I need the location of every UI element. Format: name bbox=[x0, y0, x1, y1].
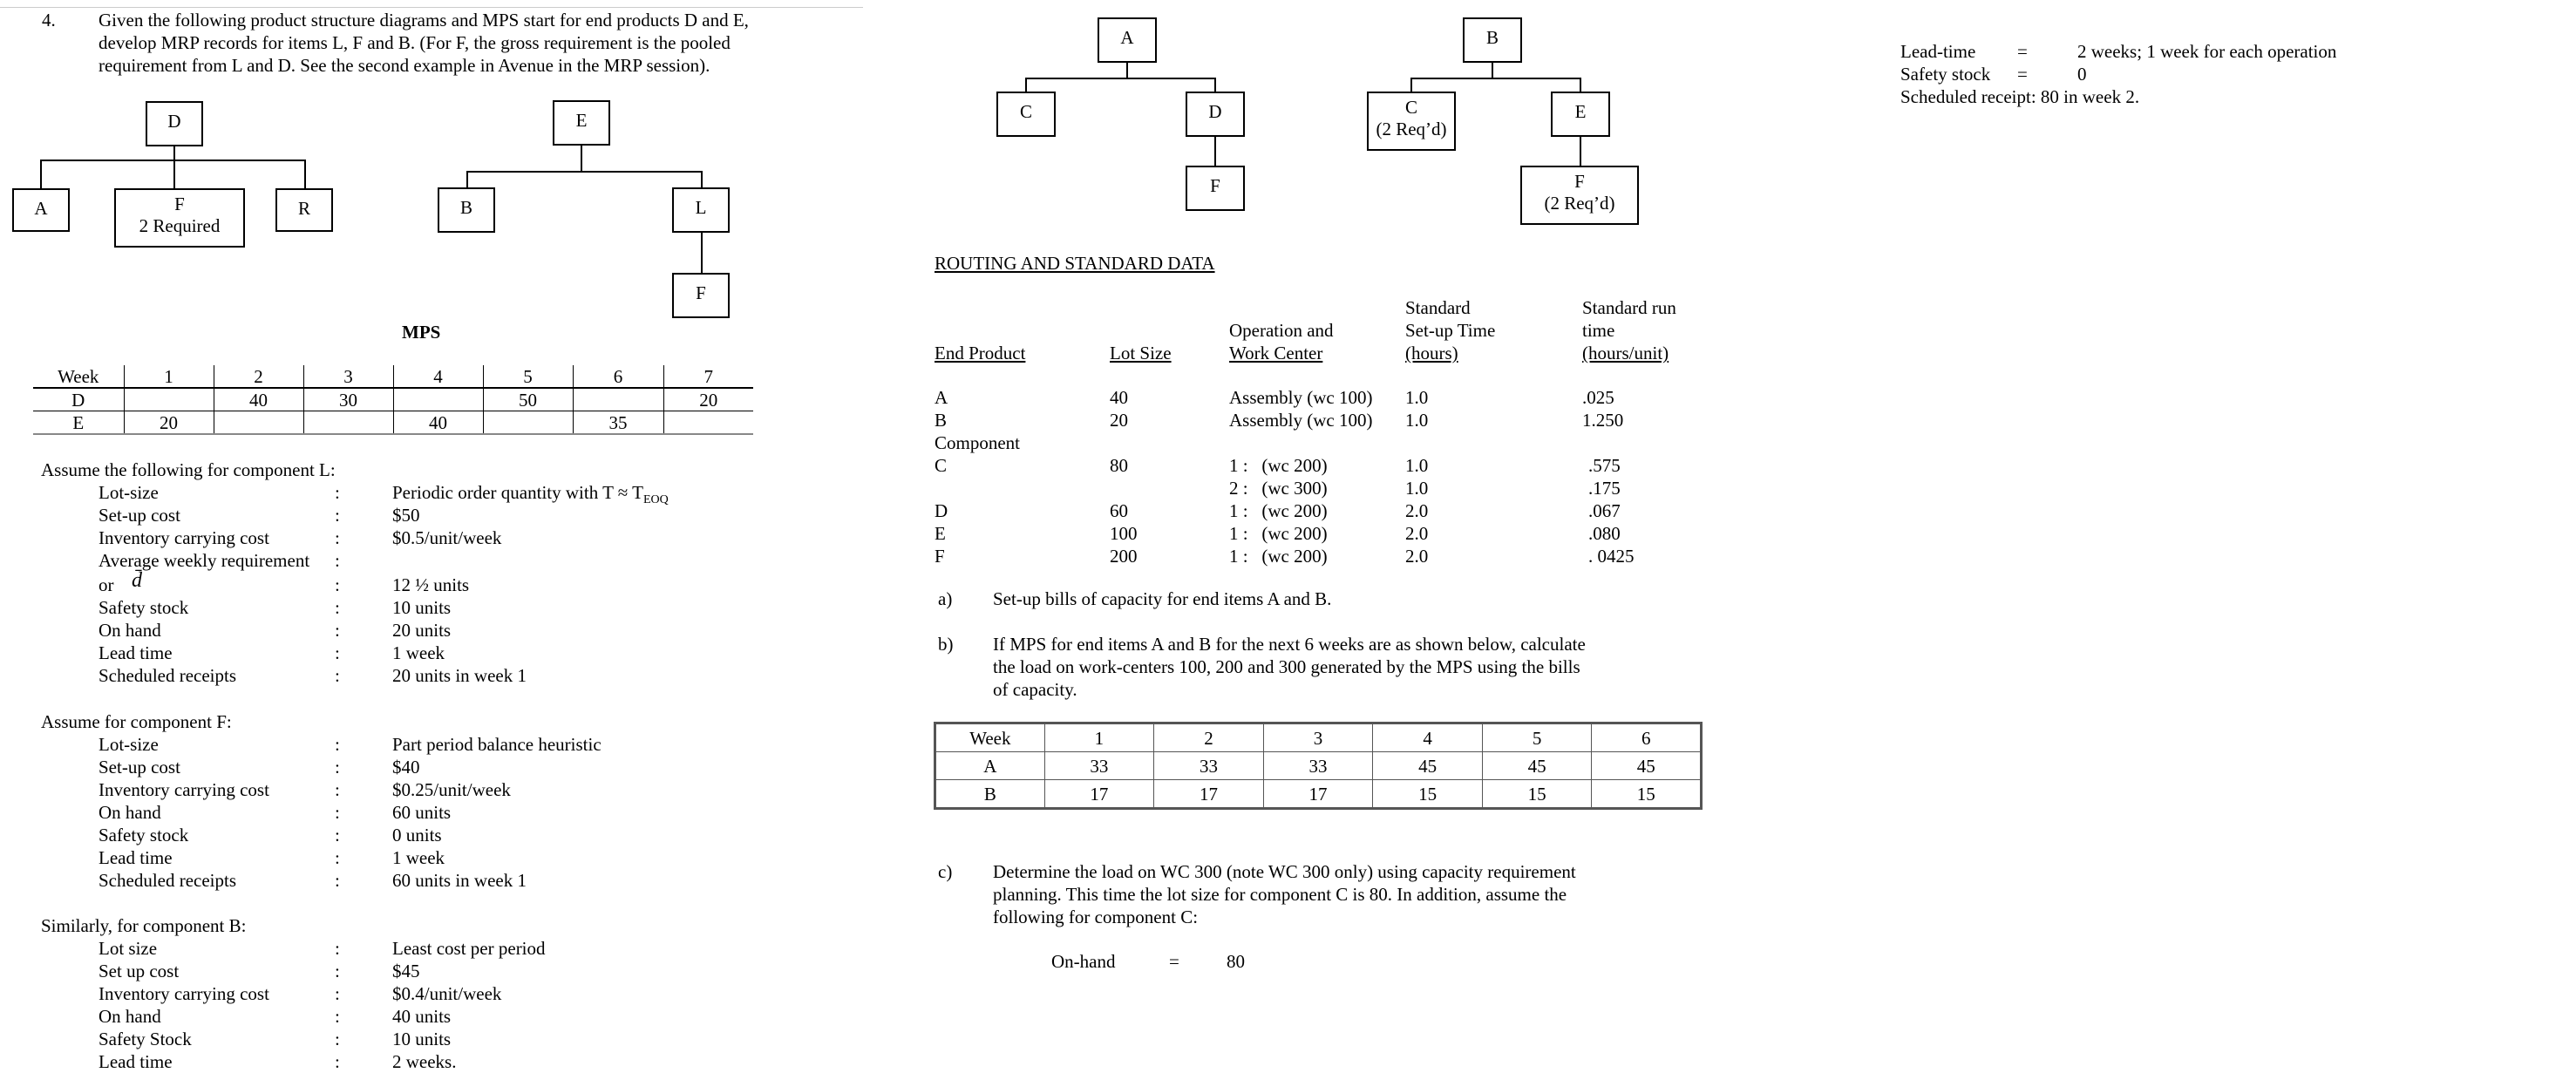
safety-eq: = bbox=[2017, 64, 2028, 85]
node-e-child: E bbox=[1551, 92, 1610, 137]
mps-title: MPS bbox=[402, 322, 441, 343]
col-header-setup: Set-up Time bbox=[1405, 320, 1496, 341]
param-label: Lead time bbox=[99, 642, 173, 663]
param-label: On hand bbox=[99, 620, 161, 641]
param-label: On hand bbox=[99, 802, 161, 823]
mps-cell: 3 bbox=[303, 365, 393, 388]
routing-run: .080 bbox=[1588, 523, 1621, 544]
param-value: 12 ½ units bbox=[392, 574, 470, 595]
mps-ab-cell: 2 bbox=[1154, 723, 1264, 752]
mps-cell: E bbox=[33, 411, 124, 435]
col-header-end-product: End Product bbox=[935, 343, 1026, 363]
mps-ab-cell: 33 bbox=[1263, 752, 1373, 780]
param-label: Lead time bbox=[99, 1051, 173, 1072]
param-value: 20 units bbox=[392, 620, 452, 641]
mps-cell: 20 bbox=[124, 411, 214, 435]
mps-ab-cell: 33 bbox=[1044, 752, 1154, 780]
mps-ab-cell: 17 bbox=[1044, 780, 1154, 809]
part-c-line: following for component C: bbox=[993, 907, 1199, 927]
node-f-child: F bbox=[1186, 166, 1245, 211]
routing-setup: 1.0 bbox=[1405, 455, 1429, 476]
question-line: requirement from L and D. See the second example in Avenue in the MRP session). bbox=[99, 55, 710, 76]
tree-edge bbox=[40, 160, 42, 189]
node-f-2-reqd bbox=[1520, 166, 1639, 225]
routing-op: 1 : (wc 200) bbox=[1229, 546, 1328, 567]
mps-cell bbox=[393, 388, 483, 411]
mps-cell: 40 bbox=[214, 388, 303, 411]
tree-edge bbox=[1410, 78, 1412, 92]
mps-ab-header-row bbox=[935, 723, 1702, 752]
node-d-child: D bbox=[1186, 92, 1245, 137]
component-b-heading: Similarly, for component B: bbox=[41, 915, 247, 936]
colon: : bbox=[335, 825, 340, 845]
param-value: $45 bbox=[392, 961, 420, 981]
colon: : bbox=[335, 620, 340, 641]
routing-run: .175 bbox=[1588, 478, 1621, 499]
mps-cell: 40 bbox=[393, 411, 483, 435]
param-label: Lot-size bbox=[99, 482, 159, 503]
colon: : bbox=[335, 597, 340, 618]
param-value: Least cost per period bbox=[392, 938, 546, 959]
colon: : bbox=[335, 847, 340, 868]
routing-op: 1 : (wc 200) bbox=[1229, 523, 1328, 544]
param-value: Periodic order quantity with $T \approx T_{EOQ}$ bbox=[392, 482, 669, 507]
tree-edge bbox=[581, 146, 582, 172]
param-value: 10 units bbox=[392, 597, 452, 618]
colon: : bbox=[335, 938, 340, 959]
onhand-value: 80 bbox=[1227, 951, 1245, 972]
mps-cell: 2 bbox=[214, 365, 303, 388]
mps-ab-cell: 6 bbox=[1592, 723, 1702, 752]
mps-ab-cell: 17 bbox=[1154, 780, 1264, 809]
mps-cell: 6 bbox=[573, 365, 663, 388]
routing-item: E bbox=[935, 523, 946, 544]
scheduled-receipt: Scheduled receipt: 80 in week 2. bbox=[1900, 86, 2140, 107]
mps-ab-cell: 33 bbox=[1154, 752, 1264, 780]
mps-ab-cell: 3 bbox=[1263, 723, 1373, 752]
param-label: Scheduled receipts bbox=[99, 870, 237, 891]
colon: : bbox=[335, 505, 340, 526]
routing-run: 1.250 bbox=[1582, 410, 1624, 431]
routing-setup: 2.0 bbox=[1405, 546, 1429, 567]
node-r: R bbox=[275, 188, 333, 232]
routing-run: .575 bbox=[1588, 455, 1621, 476]
node-a: A bbox=[12, 188, 70, 232]
param-label: Inventory carrying cost bbox=[99, 779, 269, 800]
colon: : bbox=[335, 665, 340, 686]
param-label: Scheduled receipts bbox=[99, 665, 237, 686]
tree-edge bbox=[304, 160, 306, 189]
param-label: Lead time bbox=[99, 847, 173, 868]
param-label: Lot size bbox=[99, 938, 158, 959]
colon: : bbox=[335, 527, 340, 548]
param-label: Set-up cost bbox=[99, 757, 180, 778]
node-l: L bbox=[672, 187, 730, 233]
mps-cell bbox=[663, 411, 753, 435]
mps-cell: 50 bbox=[483, 388, 573, 411]
part-a-label: a) bbox=[938, 588, 953, 609]
tree-edge bbox=[1025, 78, 1027, 92]
colon: : bbox=[335, 482, 340, 503]
colon: : bbox=[335, 642, 340, 663]
onhand-eq: = bbox=[1169, 951, 1179, 972]
mps-cell: 35 bbox=[573, 411, 663, 435]
param-value: 60 units bbox=[392, 802, 452, 823]
mps-cell: Week bbox=[33, 365, 124, 388]
node-f-qty: (2 Req’d) bbox=[1544, 193, 1615, 214]
onhand-label: On-hand bbox=[1051, 951, 1116, 972]
param-label: Safety stock bbox=[99, 597, 189, 618]
mps-table bbox=[33, 365, 753, 435]
param-value: 40 units bbox=[392, 1006, 452, 1027]
param-label: or bbox=[99, 574, 114, 595]
part-a-text: Set-up bills of capacity for end items A and B. bbox=[993, 588, 1332, 609]
routing-op: 2 : (wc 300) bbox=[1229, 478, 1328, 499]
colon: : bbox=[335, 1029, 340, 1049]
mps-ab-row-a bbox=[935, 752, 1702, 780]
param-label: Safety Stock bbox=[99, 1029, 192, 1049]
component-f-heading: Assume for component F: bbox=[41, 711, 232, 732]
question-line: develop MRP records for items L, F and B. (For F, the gross requirement is the pooled bbox=[99, 32, 731, 53]
mps-ab-cell: 1 bbox=[1044, 723, 1154, 752]
param-value: $50 bbox=[392, 505, 420, 526]
mps-ab-cell: 45 bbox=[1373, 752, 1483, 780]
mps-row-d bbox=[33, 388, 753, 411]
tree-edge bbox=[466, 171, 468, 188]
tree-edge bbox=[173, 160, 175, 189]
tree-edge bbox=[1410, 78, 1581, 79]
routing-lot: 40 bbox=[1110, 387, 1128, 408]
mps-cell bbox=[573, 388, 663, 411]
mps-ab-cell: 15 bbox=[1592, 780, 1702, 809]
colon: : bbox=[335, 757, 340, 778]
tree-edge bbox=[466, 171, 703, 173]
colon: : bbox=[335, 802, 340, 823]
node-a-root: A bbox=[1098, 17, 1157, 63]
routing-op: Assembly (wc 100) bbox=[1229, 410, 1373, 431]
leadtime-eq: = bbox=[2017, 41, 2028, 62]
node-f: F bbox=[672, 273, 730, 318]
tree-edge bbox=[701, 233, 703, 274]
routing-item: F bbox=[935, 546, 945, 567]
param-value: 1 week bbox=[392, 642, 445, 663]
col-header-lot-size: Lot Size bbox=[1110, 343, 1172, 363]
tree-edge bbox=[1492, 63, 1493, 78]
routing-setup: 1.0 bbox=[1405, 387, 1429, 408]
mps-cell bbox=[483, 411, 573, 435]
colon: : bbox=[335, 1006, 340, 1027]
routing-setup: 1.0 bbox=[1405, 478, 1429, 499]
mps-header-row bbox=[33, 365, 753, 388]
routing-run: .067 bbox=[1588, 500, 1621, 521]
part-c-label: c) bbox=[938, 861, 953, 882]
param-label: Inventory carrying cost bbox=[99, 983, 269, 1004]
param-label: On hand bbox=[99, 1006, 161, 1027]
leadtime-label: Lead-time bbox=[1900, 41, 1976, 62]
param-value: 1 week bbox=[392, 847, 445, 868]
routing-component-label: Component bbox=[935, 432, 1020, 453]
param-label: Inventory carrying cost bbox=[99, 527, 269, 548]
col-header-run: time bbox=[1582, 320, 1615, 341]
param-value: $0.25/unit/week bbox=[392, 779, 511, 800]
mps-cell: 30 bbox=[303, 388, 393, 411]
colon: : bbox=[335, 961, 340, 981]
param-label: Average weekly requirement bbox=[99, 550, 310, 571]
mps-ab-cell: 4 bbox=[1373, 723, 1483, 752]
param-value: 0 units bbox=[392, 825, 442, 845]
tree-edge bbox=[701, 171, 703, 188]
routing-item: A bbox=[935, 387, 948, 408]
mps-ab-cell: A bbox=[935, 752, 1045, 780]
param-value: 60 units in week 1 bbox=[392, 870, 527, 891]
param-value: $40 bbox=[392, 757, 420, 778]
mps-cell bbox=[303, 411, 393, 435]
routing-op: 1 : (wc 200) bbox=[1229, 455, 1328, 476]
component-l-heading: Assume the following for component L: bbox=[41, 459, 336, 480]
routing-title: ROUTING AND STANDARD DATA bbox=[935, 253, 1215, 274]
colon: : bbox=[335, 779, 340, 800]
col-header-run: (hours/unit) bbox=[1582, 343, 1669, 363]
param-label: Set up cost bbox=[99, 961, 180, 981]
colon: : bbox=[335, 550, 340, 571]
mps-cell: 20 bbox=[663, 388, 753, 411]
tree-edge bbox=[1214, 78, 1216, 92]
routing-run: .025 bbox=[1582, 387, 1614, 408]
mps-ab-table bbox=[934, 722, 1703, 810]
param-value: $0.5/unit/week bbox=[392, 527, 502, 548]
node-b: B bbox=[438, 187, 495, 233]
routing-lot: 200 bbox=[1110, 546, 1138, 567]
mps-row-e bbox=[33, 411, 753, 435]
routing-setup: 2.0 bbox=[1405, 523, 1429, 544]
node-c-label: C bbox=[1404, 97, 1417, 118]
col-header-op: Work Center bbox=[1229, 343, 1323, 363]
mps-cell: 4 bbox=[393, 365, 483, 388]
node-d: D bbox=[146, 101, 203, 146]
colon: : bbox=[335, 574, 340, 595]
mps-cell bbox=[124, 388, 214, 411]
node-f-label: F bbox=[174, 194, 185, 214]
mps-cell: 7 bbox=[663, 365, 753, 388]
routing-setup: 2.0 bbox=[1405, 500, 1429, 521]
routing-item: D bbox=[935, 500, 948, 521]
safety-value: 0 bbox=[2077, 64, 2087, 85]
routing-lot: 100 bbox=[1110, 523, 1138, 544]
mps-ab-cell: 15 bbox=[1482, 780, 1592, 809]
routing-item: C bbox=[935, 455, 948, 476]
tree-edge bbox=[1214, 137, 1216, 166]
mps-ab-cell: 15 bbox=[1373, 780, 1483, 809]
part-b-label: b) bbox=[938, 634, 954, 655]
part-b-line: the load on work-centers 100, 200 and 300 generated by the MPS using the bills bbox=[993, 656, 1580, 677]
tree-edge bbox=[1580, 137, 1581, 166]
question-number: 4. bbox=[42, 10, 56, 31]
colon: : bbox=[335, 734, 340, 755]
param-label: Safety stock bbox=[99, 825, 189, 845]
col-header-setup: Standard bbox=[1405, 297, 1471, 318]
colon: : bbox=[335, 870, 340, 891]
routing-op: 1 : (wc 200) bbox=[1229, 500, 1328, 521]
routing-op: Assembly (wc 100) bbox=[1229, 387, 1373, 408]
node-c: C bbox=[996, 92, 1056, 137]
top-rule bbox=[0, 7, 863, 8]
col-header-op: Operation and bbox=[1229, 320, 1334, 341]
tree-edge bbox=[173, 146, 175, 160]
mps-cell: 5 bbox=[483, 365, 573, 388]
mps-ab-cell: 45 bbox=[1592, 752, 1702, 780]
mps-ab-cell: 45 bbox=[1482, 752, 1592, 780]
part-b-line: If MPS for end items A and B for the next 6 weeks are as shown below, calculate bbox=[993, 634, 1586, 655]
mps-cell: 1 bbox=[124, 365, 214, 388]
node-f-label: F bbox=[1574, 171, 1585, 192]
mps-ab-cell: B bbox=[935, 780, 1045, 809]
node-c-2-reqd bbox=[1367, 92, 1456, 151]
colon: : bbox=[335, 1051, 340, 1072]
routing-item: B bbox=[935, 410, 948, 431]
param-label: Set-up cost bbox=[99, 505, 180, 526]
safety-label: Safety stock bbox=[1900, 64, 1991, 85]
col-header-setup: (hours) bbox=[1405, 343, 1458, 363]
routing-lot: 20 bbox=[1110, 410, 1128, 431]
mps-ab-cell: 5 bbox=[1482, 723, 1592, 752]
question-line: Given the following product structure diagrams and MPS start for end products D and E, bbox=[99, 10, 749, 31]
routing-run: . 0425 bbox=[1588, 546, 1635, 567]
routing-setup: 1.0 bbox=[1405, 410, 1429, 431]
param-value: 10 units bbox=[392, 1029, 452, 1049]
part-c-line: planning. This time the lot size for component C is 80. In addition, assume the bbox=[993, 884, 1567, 905]
col-header-run: Standard run bbox=[1582, 297, 1676, 318]
d-bar-symbol: d̄ bbox=[132, 569, 142, 592]
part-c-line: Determine the load on WC 300 (note WC 300 only) using capacity requirement bbox=[993, 861, 1576, 882]
tree-edge bbox=[1580, 78, 1581, 92]
param-value: Part period balance heuristic bbox=[392, 734, 602, 755]
tree-edge bbox=[1025, 78, 1216, 79]
node-c-qty: (2 Req’d) bbox=[1376, 119, 1447, 139]
mps-ab-cell: 17 bbox=[1263, 780, 1373, 809]
colon: : bbox=[335, 983, 340, 1004]
node-b-root: B bbox=[1463, 17, 1522, 63]
param-label: Lot-size bbox=[99, 734, 159, 755]
mps-cell bbox=[214, 411, 303, 435]
mps-ab-row-b bbox=[935, 780, 1702, 809]
node-f-qty: 2 Required bbox=[139, 215, 221, 236]
leadtime-value: 2 weeks; 1 week for each operation bbox=[2077, 41, 2337, 62]
param-value: 20 units in week 1 bbox=[392, 665, 527, 686]
part-b-line: of capacity. bbox=[993, 679, 1077, 700]
mps-cell: D bbox=[33, 388, 124, 411]
param-value: 2 weeks. bbox=[392, 1051, 457, 1072]
routing-lot: 80 bbox=[1110, 455, 1128, 476]
node-f-2-required bbox=[114, 188, 245, 248]
routing-lot: 60 bbox=[1110, 500, 1128, 521]
tree-edge bbox=[1126, 63, 1128, 78]
param-value: $0.4/unit/week bbox=[392, 983, 502, 1004]
node-e: E bbox=[553, 100, 610, 146]
eoq-subscript: EOQ bbox=[643, 493, 669, 507]
mps-ab-cell: Week bbox=[935, 723, 1045, 752]
